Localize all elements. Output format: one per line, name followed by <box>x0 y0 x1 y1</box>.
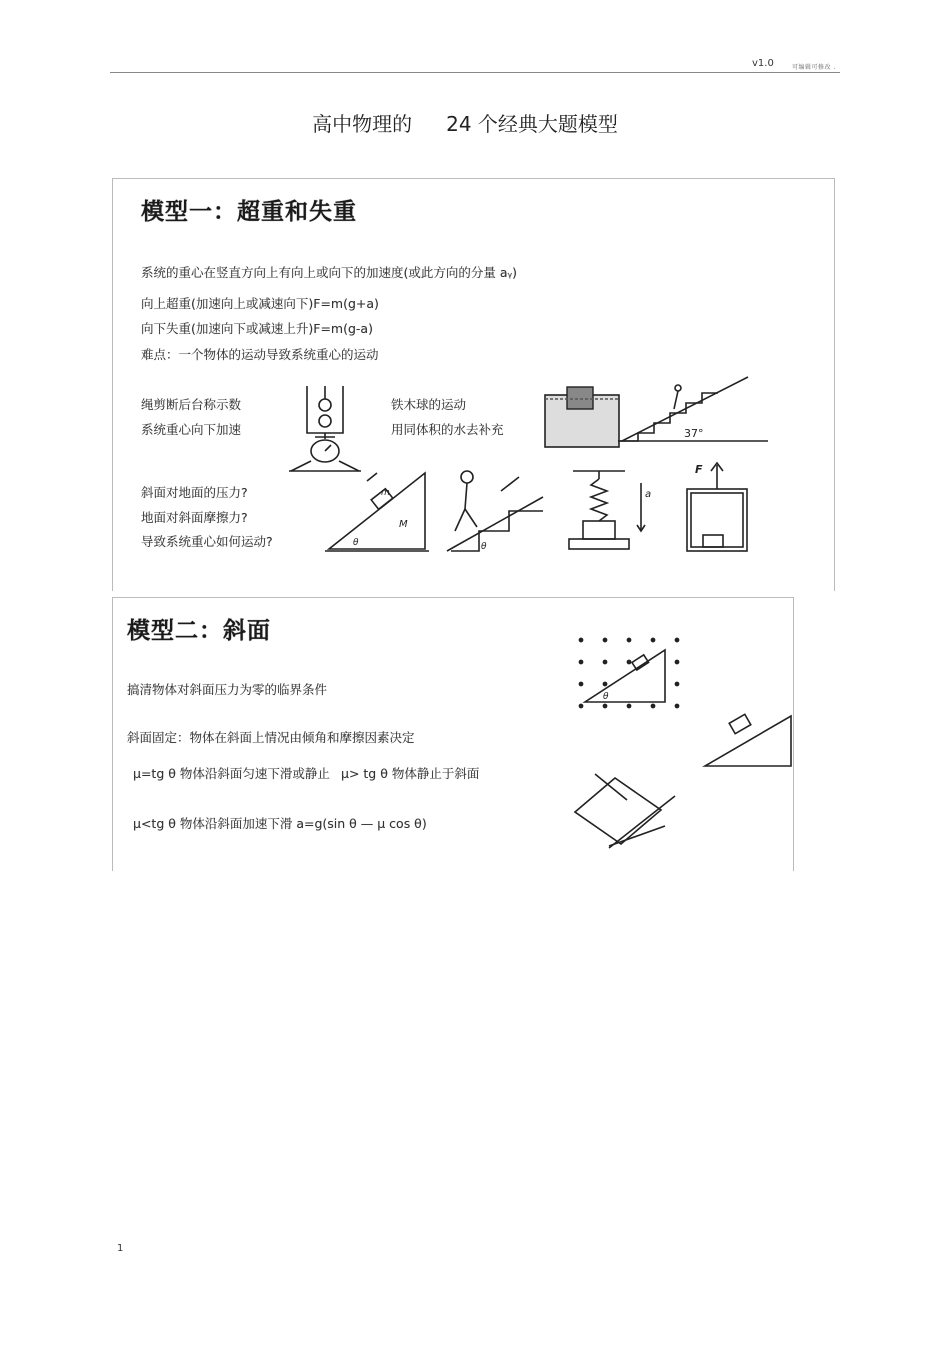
mass-m-label: m <box>381 488 390 498</box>
model2-heading: 模型二：斜面 <box>127 618 271 644</box>
model2-line-2: 斜面固定：物体在斜面上情况由倾角和摩擦因素决定 <box>127 730 415 745</box>
header-note: 可编辑可修改 . <box>792 64 836 71</box>
note-bottom-1: 斜面对地面的压力? <box>141 485 248 500</box>
document-title <box>0 108 930 137</box>
model2-line-4: μ> tg θ 物体静止于斜面 <box>341 766 480 781</box>
theta-label-1: θ <box>353 538 359 548</box>
model2-line-3: μ=tg θ 物体沿斜面匀速下滑或静止 <box>133 766 330 781</box>
model1-line-1: 系统的重心在竖直方向上有向上或向下的加速度(或此方向的分量 aᵧ) <box>141 265 518 280</box>
theta-label-2: θ <box>481 542 487 552</box>
theta-label-3: θ <box>603 692 609 702</box>
model1-panel <box>112 178 835 591</box>
frame-figure <box>569 766 689 852</box>
person-stairs-figure <box>443 467 553 557</box>
scale-figure <box>285 381 380 476</box>
block-incline-figure <box>701 712 796 770</box>
accel-a-label: a <box>645 489 652 500</box>
model1-line-3: 向下失重(加速向下或减速上升)F=m(g-a) <box>141 321 373 336</box>
note-bottom-2: 地面对斜面摩擦力? <box>141 510 248 525</box>
elevator-figure <box>681 461 756 556</box>
title-part-2: 24 个经典大题模型 <box>446 112 618 136</box>
model1-line-4: 难点：一个物体的运动导致系统重心的运动 <box>141 347 379 362</box>
model2-line-5: μ<tg θ 物体沿斜面加速下滑 a=g(sin θ — μ cos θ) <box>133 816 427 831</box>
version-label: v1.0 <box>752 58 774 69</box>
wedge-figure <box>325 467 435 557</box>
force-F-label: F <box>695 463 703 476</box>
page-number: 1 <box>117 1243 124 1254</box>
model1-heading: 模型一：超重和失重 <box>141 199 357 225</box>
header-divider <box>110 72 840 73</box>
model2-panel <box>112 597 794 871</box>
incline-field-figure <box>571 636 691 718</box>
note-bottom-3: 导致系统重心如何运动? <box>141 534 273 549</box>
angle-37-label: 37° <box>684 427 704 440</box>
mass-M-label: M <box>399 519 408 530</box>
model2-line-1: 搞清物体对斜面压力为零的临界条件 <box>127 682 328 697</box>
note-mid-2: 用同体积的水去补充 <box>391 422 504 437</box>
staircase-figure <box>618 375 778 447</box>
note-mid-1: 铁木球的运动 <box>391 397 467 412</box>
spring-figure <box>563 469 652 559</box>
note-left-2: 系统重心向下加速 <box>141 422 242 437</box>
model1-line-2: 向上超重(加速向上或减速向下)F=m(g+a) <box>141 296 379 311</box>
note-left-1: 绳剪断后台称示数 <box>141 397 242 412</box>
title-part-1: 高中物理的 <box>312 112 413 136</box>
